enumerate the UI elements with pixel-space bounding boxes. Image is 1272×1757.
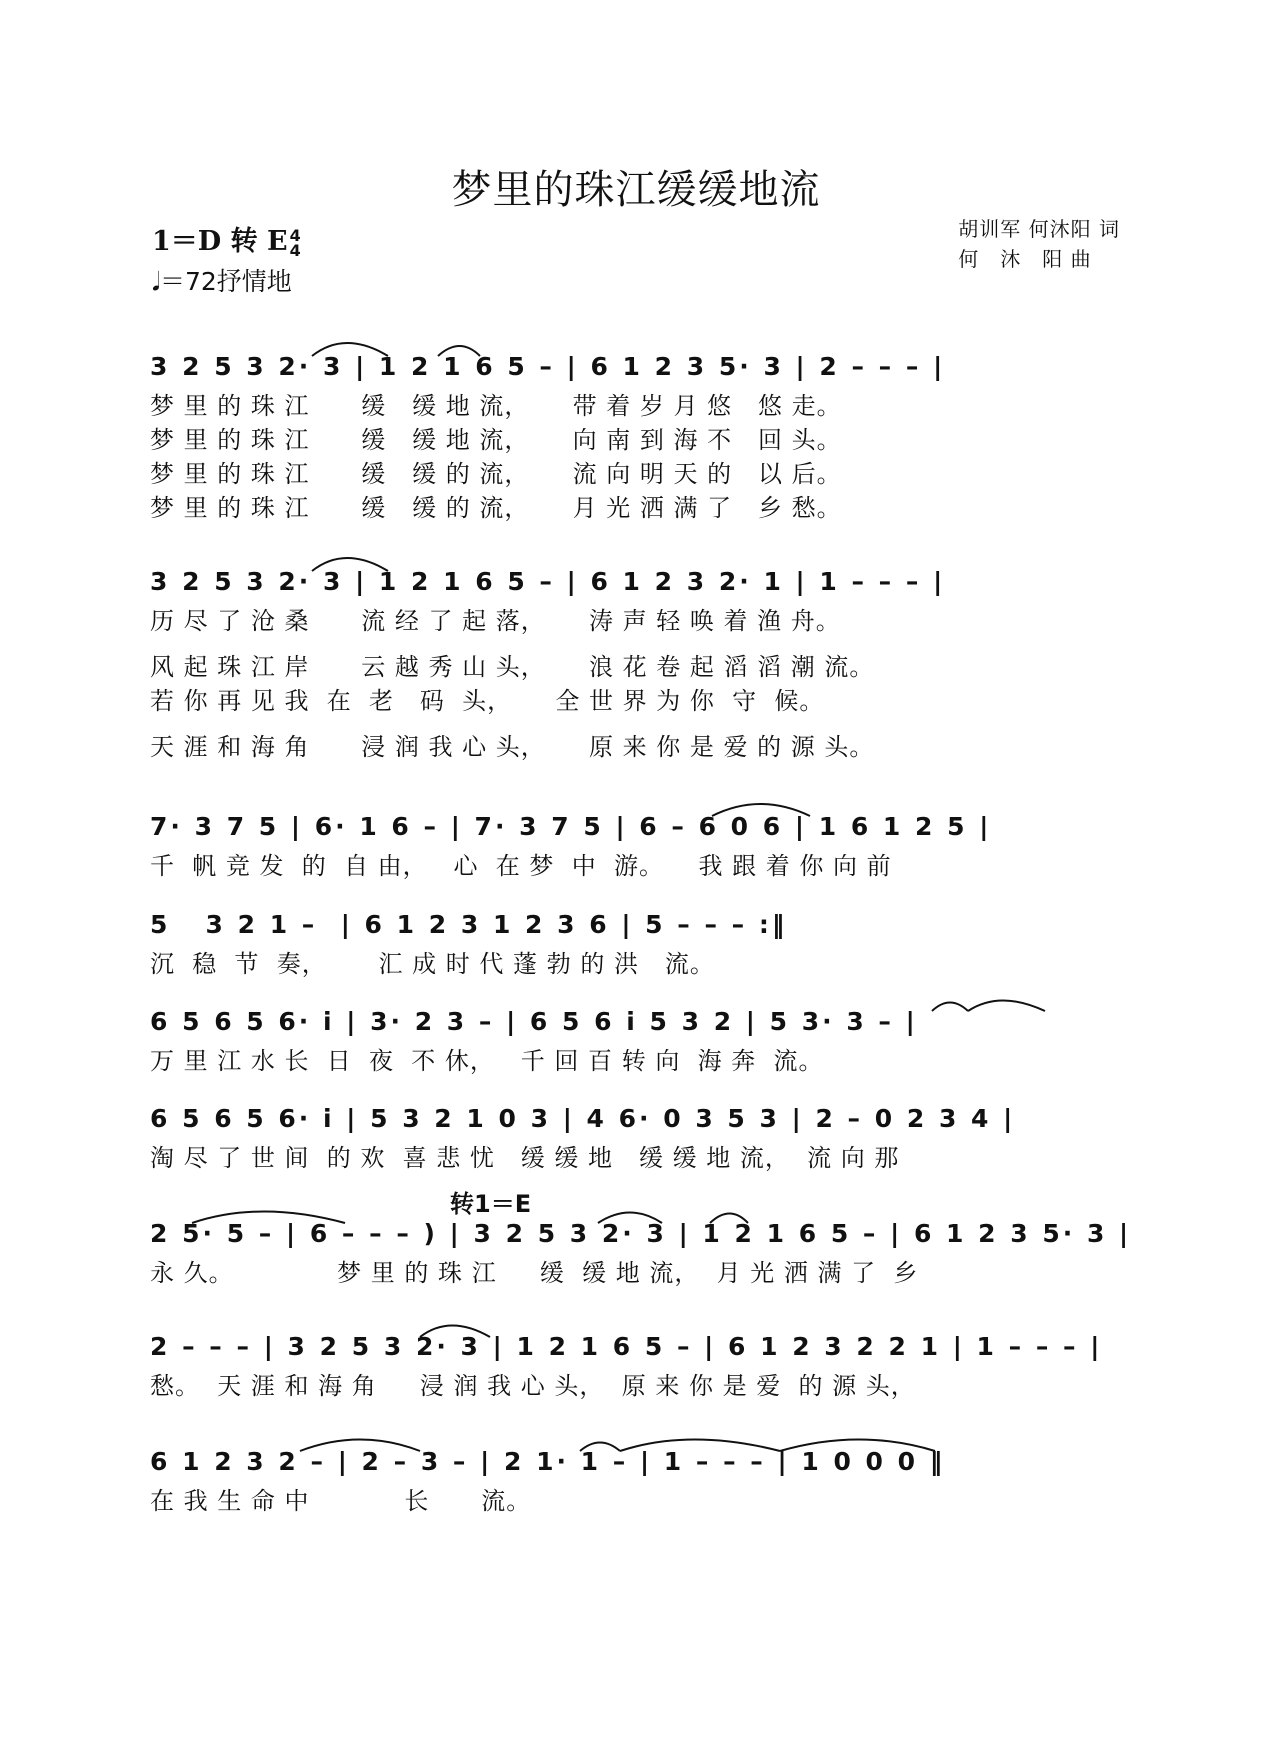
score-system-5 — [150, 1000, 1128, 1078]
score-system-4 — [150, 903, 1128, 981]
lyric-verse-2: 风 起 珠 江 岸 云 越 秀 山 头， 浪 花 卷 起 滔 滔 潮 流。 — [150, 653, 875, 681]
lyric-line: 淘 尽 了 世 间 的 欢 喜 悲 忧 缓 缓 地 缓 缓 地 流， 流 向 那 — [150, 1144, 900, 1172]
page-title: 梦里的珠江缓缓地流 — [451, 167, 821, 213]
score-system-6 — [150, 1097, 1128, 1175]
time-bottom: 4 — [289, 241, 301, 260]
lyric-line: 万 里 江 水 长 日 夜 不 休， 千 回 百 转 向 海 奔 流。 — [150, 1047, 824, 1075]
lyric-line: 千 帆 竞 发 的 自 由， 心 在 梦 中 游。 我 跟 着 你 向 前 — [150, 852, 892, 880]
key-change-marking: 转1＝E — [450, 1190, 532, 1218]
lyric-verse-1: 历 尽 了 沧 桑 流 经 了 起 落， 涛 声 轻 唤 着 渔 舟。 — [150, 607, 841, 635]
time-top: 4 — [289, 226, 301, 245]
key-text: 1＝D 转 E — [152, 226, 288, 257]
lyric-line: 永 久。 梦 里 的 珠 江 缓 缓 地 流， 月 光 洒 满 了 乡 — [150, 1259, 919, 1287]
notation-line: 6 1 2 3 2 – | 2 – 3 – | 2 1· 1 – | 1 – – – | 1 0 0 0 ‖ — [150, 1447, 946, 1476]
notation-line: 3 2 5 3 2· 3 | 1 2 1 6 5 – | 6 1 2 3 5· 3 | 2 – – – | — [150, 352, 946, 381]
notation-line: 3 2 5 3 2· 3 | 1 2 1 6 5 – | 6 1 2 3 2· 1 | 1 – – – | — [150, 567, 946, 596]
score-system-8 — [150, 1325, 1128, 1403]
lyric-verse-4: 天 涯 和 海 角 浸 润 我 心 头， 原 来 你 是 爱 的 源 头。 — [150, 733, 875, 761]
notation-line: 2 – – – | 3 2 5 3 2· 3 | 1 2 1 6 5 – | 6 1 2 3 2 2 1 | 1 – – – | — [150, 1332, 1103, 1361]
key-signature — [152, 222, 301, 262]
lyric-verse-3: 若 你 再 见 我 在 老 码 头， 全 世 界 为 你 守 候。 — [150, 687, 825, 715]
lyric-line: 愁。 天 涯 和 海 角 浸 润 我 心 头， 原 来 你 是 爱 的 源 头， — [150, 1372, 916, 1400]
tempo-marking: 𝅘𝅥＝72抒情地 — [152, 267, 292, 296]
notation-line: 5 3 2 1 – | 6 1 2 3 1 2 3 6 | 5 – – – :‖ — [150, 910, 788, 939]
notation-line: 2 5· 5 – | 6 – – – ) | 3 2 5 3 2· 3 | 1 2 1 6 5 – | 6 1 2 3 5· 3 | — [150, 1219, 1132, 1248]
score-system-2 — [150, 560, 1128, 764]
time-signature — [290, 228, 301, 258]
lyric-verse-3: 梦 里 的 珠 江 缓 缓 的 流， 流 向 明 天 的 以 后。 — [150, 460, 842, 488]
notation-line: 7· 3 7 5 | 6· 1 6 – | 7· 3 7 5 | 6 – 6 0 6 | 1 6 1 2 5 | — [150, 812, 992, 841]
lyric-line: 沉 稳 节 奏， 汇 成 时 代 蓬 勃 的 洪 流。 — [150, 950, 715, 978]
lyric-verse-2: 梦 里 的 珠 江 缓 缓 地 流， 向 南 到 海 不 回 头。 — [150, 426, 842, 454]
score-system-9 — [150, 1440, 1128, 1518]
lyric-verse-4: 梦 里 的 珠 江 缓 缓 的 流， 月 光 洒 满 了 乡 愁。 — [150, 494, 842, 522]
notation-line: 6 5 6 5 6· i | 3· 2 3 – | 6 5 6 i 5 3 2 | 5 3· 3 – | — [150, 1007, 918, 1036]
score-system-3 — [150, 805, 1128, 883]
lyric-verse-1: 梦 里 的 珠 江 缓 缓 地 流， 带 着 岁 月 悠 悠 走。 — [150, 392, 842, 420]
score-header — [152, 222, 301, 302]
lyric-line: 在 我 生 命 中 长 流。 — [150, 1487, 532, 1515]
lyricist-credit: 胡训军 何沐阳 词 — [958, 217, 1120, 241]
score-system-7 — [150, 1212, 1132, 1290]
score-system-1 — [150, 345, 1128, 525]
composer-credit: 何 沐 阳 曲 — [958, 247, 1092, 271]
credits — [958, 214, 1120, 274]
notation-line: 6 5 6 5 6· i | 5 3 2 1 0 3 | 4 6· 0 3 5 3 | 2 – 0 2 3 4 | — [150, 1104, 1016, 1133]
